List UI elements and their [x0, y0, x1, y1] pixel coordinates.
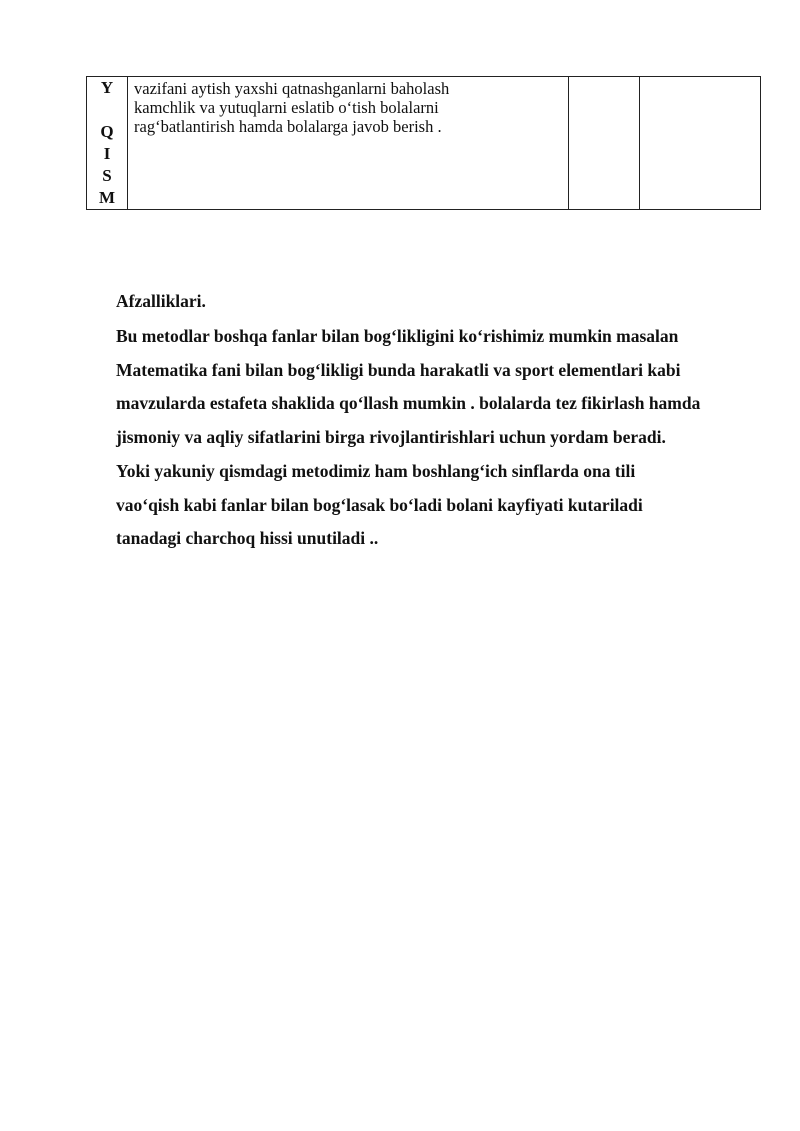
table-text-line: kamchlik va yutuqlarni eslatib o‘tish bolalarni — [134, 98, 439, 117]
section-label-letter: Q — [100, 122, 114, 141]
paragraph-line: Matematika fani bilan bog‘likligi bunda harakatli va sport elementlari kabi — [116, 359, 681, 380]
paragraph-line: Bu metodlar boshqa fanlar bilan bog‘likligini ko‘rishimiz mumkin masalan — [116, 326, 679, 346]
table-text-line: vazifani aytish yaxshi qatnashganlarni baholash — [134, 79, 450, 98]
table-text-line: rag‘batlantirish hamda bolalarga javob berish . — [134, 117, 442, 136]
section-label-letter: Y — [100, 78, 114, 97]
section-paragraph — [116, 320, 756, 556]
section-heading: Afzalliklari. — [116, 291, 206, 311]
table-row — [87, 77, 761, 210]
empty-cell — [640, 77, 761, 210]
paragraph-line: Yoki yakuniy qismdagi metodimiz ham boshlang‘ich sinflarda ona tili — [116, 460, 636, 481]
paragraph-line: mavzularda estafeta shaklida qo‘llash mumkin . bolalarda tez fikirlash hamda — [116, 393, 701, 414]
paragraph-line: jismoniy va aqliy sifatlarini birga rivojlantirishlari uchun yordam beradi. — [116, 427, 666, 448]
section-label-letter: S — [102, 166, 112, 185]
paragraph-line: vao‘qish kabi fanlar bilan bog‘lasak bo‘ladi bolani kayfiyati kutariladi — [116, 494, 643, 515]
section-label-letter: I — [103, 144, 111, 163]
section-label-cell — [87, 77, 128, 210]
section-label-letter: M — [98, 188, 116, 207]
empty-cell — [569, 77, 640, 210]
lesson-table — [86, 76, 761, 210]
advantages-section — [116, 288, 756, 556]
paragraph-line: tanadagi charchoq hissi unutiladi .. — [116, 528, 379, 549]
section-label-gap — [87, 99, 127, 121]
activity-description-cell — [128, 77, 569, 210]
